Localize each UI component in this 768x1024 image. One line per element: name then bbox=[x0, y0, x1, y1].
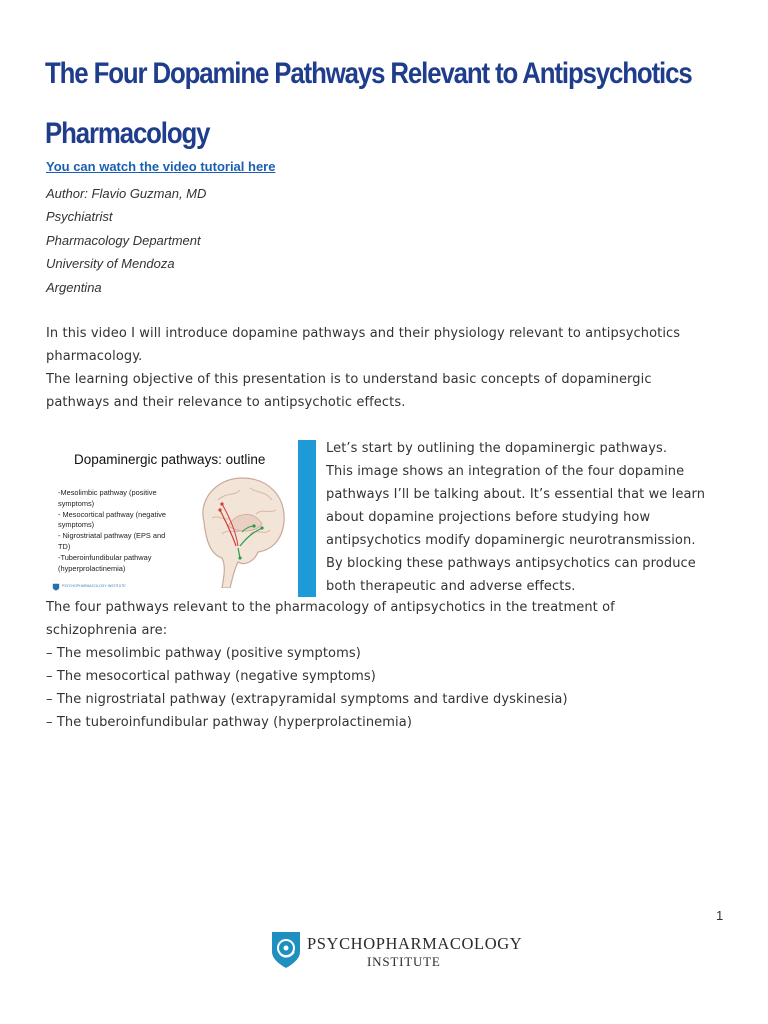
pathways-list bbox=[46, 596, 736, 734]
figure-item: - Nigrostriatal pathway (EPS and bbox=[58, 531, 166, 541]
figure-item: symptoms) bbox=[58, 520, 95, 530]
intro-paragraph bbox=[46, 322, 736, 414]
author-country: Argentina bbox=[46, 279, 102, 295]
side-line: both therapeutic and adverse effects. bbox=[326, 579, 576, 594]
figure-item: -Mesolimbic pathway (positive bbox=[58, 488, 157, 497]
pathways-intro-line: schizophrenia are: bbox=[46, 623, 168, 638]
side-line: By blocking these pathways antipsychotics can produce bbox=[326, 556, 696, 571]
brain-illustration bbox=[192, 470, 292, 588]
side-line: pathways I’ll be talking about. It’s essential that we learn bbox=[326, 487, 706, 502]
page-title bbox=[45, 44, 733, 164]
psychopharmacology-logo-icon bbox=[270, 930, 302, 970]
figure-accent-bar bbox=[298, 440, 316, 597]
figure-pathway-list bbox=[58, 488, 166, 574]
video-tutorial-link[interactable]: You can watch the video tutorial here bbox=[46, 159, 276, 174]
side-line: This image shows an integration of the four dopamine bbox=[326, 464, 685, 479]
page-number: 1 bbox=[716, 908, 724, 923]
institute-logo-icon bbox=[52, 583, 60, 591]
title-line-2: Pharmacology bbox=[45, 117, 210, 150]
author-info bbox=[46, 182, 206, 299]
intro-line: pathways and their relevance to antipsychotic effects. bbox=[46, 395, 406, 410]
dopaminergic-pathways-figure bbox=[46, 440, 316, 597]
figure-side-text bbox=[326, 437, 705, 598]
pathway-item: – The nigrostriatal pathway (extrapyramidal symptoms and tardive dyskinesia) bbox=[46, 692, 568, 707]
footer-brand-subtitle: INSTITUTE bbox=[367, 954, 441, 969]
pathways-intro-line: The four pathways relevant to the pharmacology of antipsychotics in the treatment of bbox=[46, 600, 615, 615]
figure-item: TD) bbox=[58, 541, 71, 551]
title-line-1: The Four Dopamine Pathways Relevant to Antipsychotics bbox=[45, 57, 692, 90]
side-line: antipsychotics modify dopaminergic neurotransmission. bbox=[326, 533, 696, 548]
footer-brand-name: PSYCHOPHARMACOLOGY bbox=[307, 934, 523, 953]
intro-line: pharmacology. bbox=[46, 349, 143, 364]
pathway-item: – The tuberoinfundibular pathway (hyperprolactinemia) bbox=[46, 715, 412, 730]
figure-item: - Mesocortical pathway (negative bbox=[58, 509, 167, 519]
figure-title: Dopaminergic pathways: outline bbox=[74, 452, 266, 467]
author-university: University of Mendoza bbox=[46, 256, 175, 272]
figure-item: (hyperprolactinemia) bbox=[58, 563, 126, 573]
figure-item: symptoms) bbox=[58, 498, 95, 508]
pathway-item: – The mesolimbic pathway (positive symptoms) bbox=[46, 646, 361, 661]
side-line: about dopamine projections before studying how bbox=[326, 510, 651, 525]
figure-item: -Tuberoinfundibular pathway bbox=[58, 552, 152, 562]
side-line: Let’s start by outlining the dopaminergic pathways. bbox=[326, 441, 668, 456]
intro-line: The learning objective of this presentation is to understand basic concepts of dopaminergic bbox=[46, 372, 652, 387]
intro-line: In this video I will introduce dopamine pathways and their physiology relevant to antipsychotics bbox=[46, 326, 681, 341]
author-department: Pharmacology Department bbox=[46, 232, 201, 248]
author-title: Psychiatrist bbox=[46, 209, 113, 225]
figure-logo-text: PSYCHOPHARMACOLOGY INSTITUTE bbox=[62, 584, 126, 588]
pathway-item: – The mesocortical pathway (negative symptoms) bbox=[46, 669, 376, 684]
author-name: Author: Flavio Guzman, MD bbox=[46, 186, 207, 201]
